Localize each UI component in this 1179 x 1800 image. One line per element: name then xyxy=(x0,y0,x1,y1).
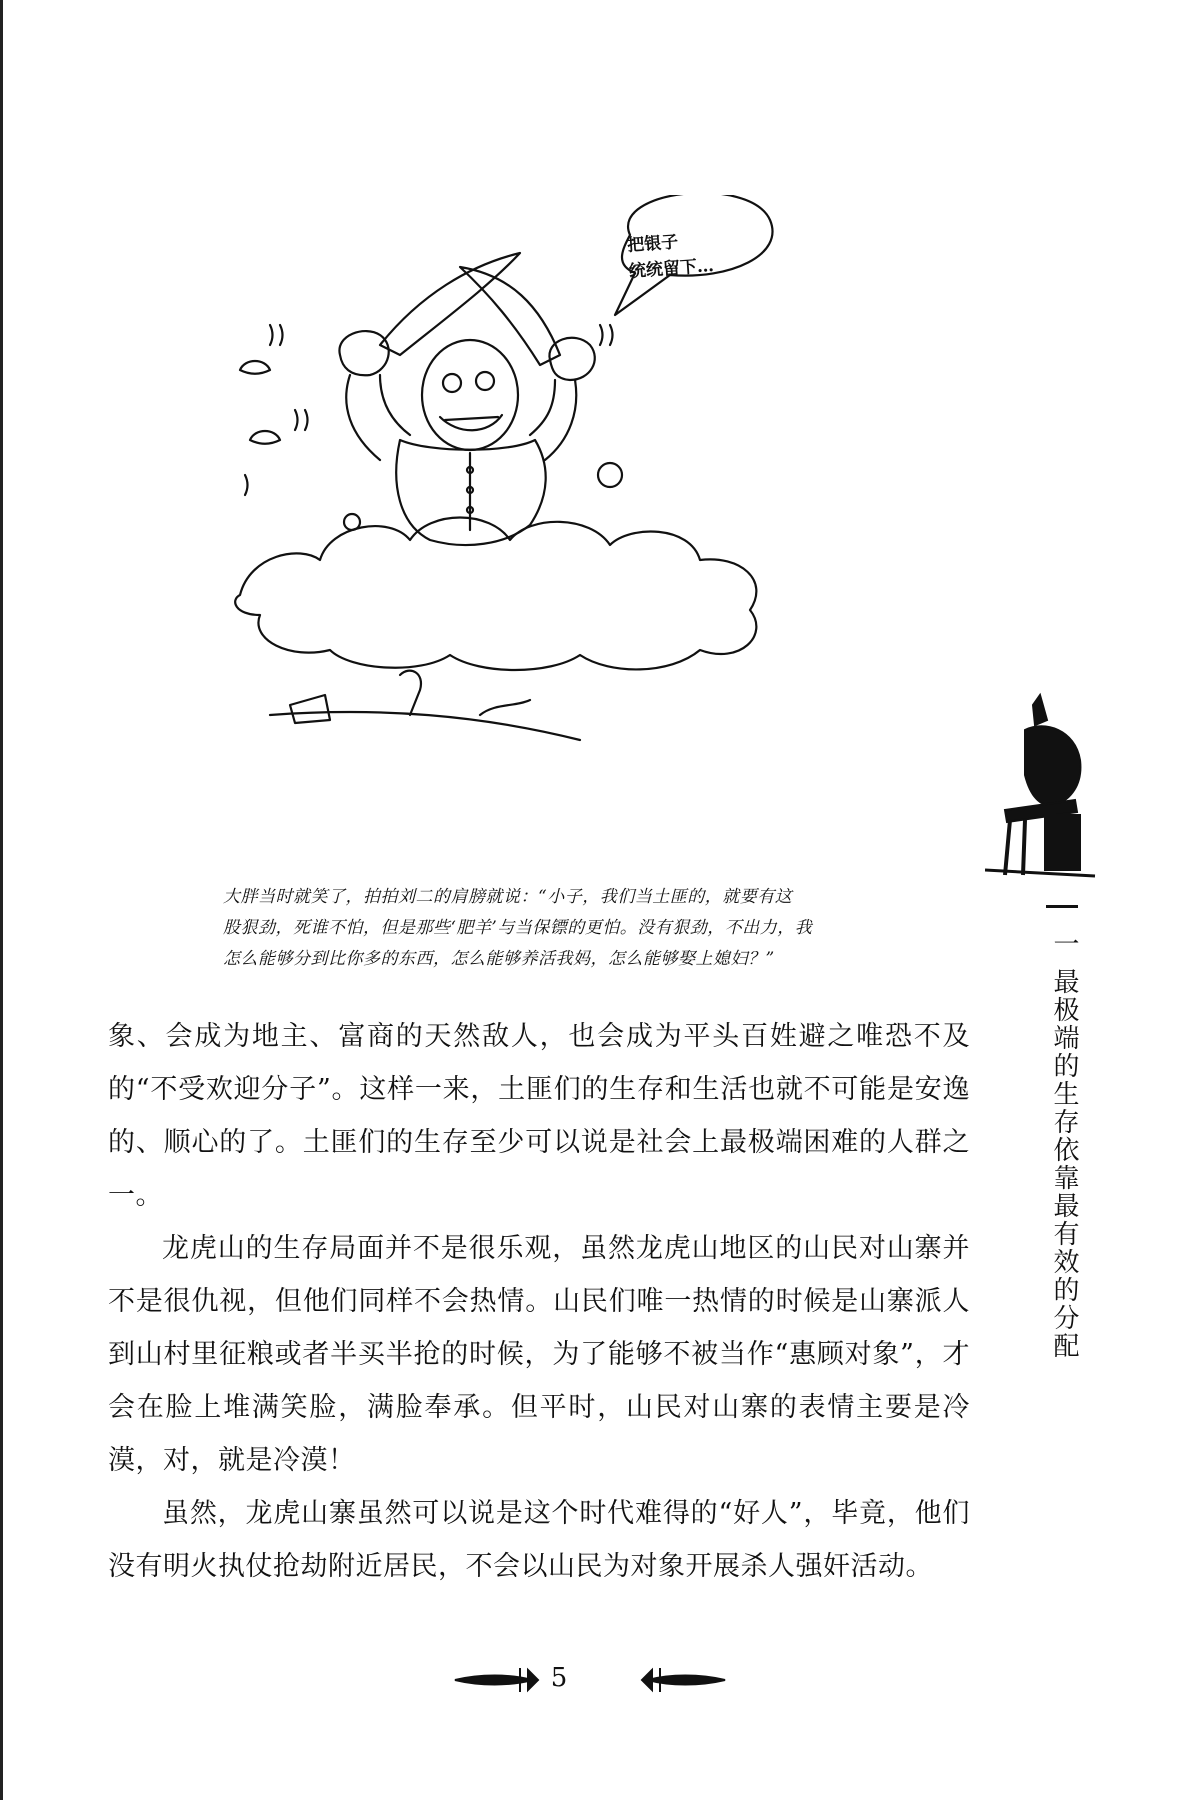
chapter-title: 一 最极端的生存依靠最有效的分配 xyxy=(1049,930,1079,1361)
body-text xyxy=(108,1010,970,1593)
sidebar-rule xyxy=(1046,905,1078,908)
seated-figure-icon xyxy=(985,690,1105,890)
illustration-caption xyxy=(223,882,913,975)
page-number-ornament xyxy=(450,1660,730,1700)
paragraph: 龙虎山的生存局面并不是很乐观，虽然龙虎山地区的山民对山寨并不是很仇视，但他们同样不会热情。山民们唯一热情的时候是山寨派人到山村里征粮或者半买半抢的时候，为了能够不被当作“惠顾对象”，才会在脸上堆满笑脸，满脸奉承。但平时，山民对山寨的表情主要是冷漠，对，就是冷漠！ xyxy=(108,1233,970,1476)
caption-line: 股狠劲，死谁不怕，但是那些‘肥羊’与当保镖的更怕。没有狠劲，不出力，我 xyxy=(223,918,813,938)
bandit-cartoon-illustration xyxy=(230,195,790,855)
caption-line: 怎么能够分到比你多的东西，怎么能够养活我妈，怎么能够娶上媳妇？” xyxy=(223,949,775,969)
paragraph: 虽然，龙虎山寨虽然可以说是这个时代难得的“好人”，毕竟，他们没有明火执仗抢劫附近居民，不会以山民为对象开展杀人强奸活动。 xyxy=(108,1498,970,1582)
page-number: 5 xyxy=(550,1663,568,1693)
speech-bubble-text: 把银子 统统留下… xyxy=(626,232,715,282)
caption-line: 大胖当时就笑了，拍拍刘二的肩膀就说：“小子，我们当土匪的，就要有这 xyxy=(223,887,793,907)
paragraph: 象、会成为地主、富商的天然敌人，也会成为平头百姓避之唯恐不及的“不受欢迎分子”。这样一来，土匪们的生存和生活也就不可能是安逸的、顺心的了。土匪们的生存至少可以说是社会上最极端困难的人群之一。 xyxy=(108,1021,970,1211)
page-edge-rule xyxy=(0,0,3,1800)
